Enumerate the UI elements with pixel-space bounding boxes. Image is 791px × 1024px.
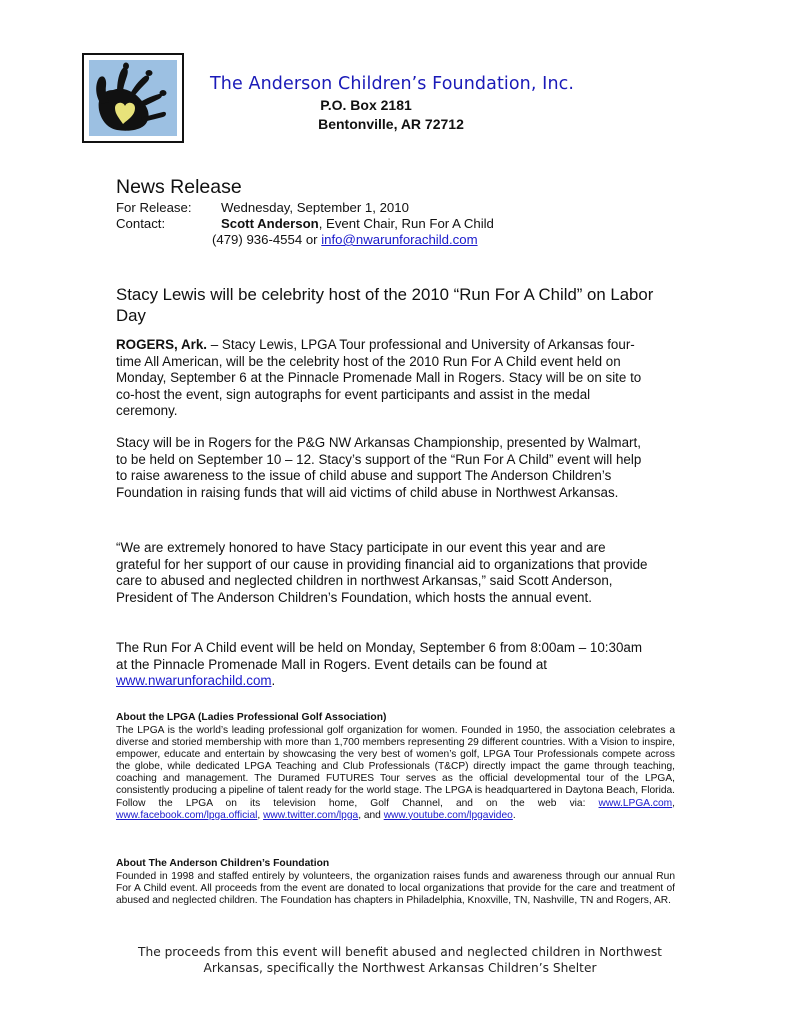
separator: , <box>672 797 675 809</box>
lpga-youtube-link[interactable]: www.youtube.com/lpgavideo <box>383 809 513 821</box>
footer-line-2: Arkansas, specifically the Northwest Arkansas Children’s Shelter <box>203 961 597 975</box>
handprint-heart-logo-icon <box>89 60 177 136</box>
paragraph-event-details <box>116 640 651 690</box>
contact-email-link[interactable]: info@nwarunforachild.com <box>321 232 478 247</box>
separator: , and <box>358 809 384 821</box>
contact-phone: (479) 936-4554 or <box>212 232 322 247</box>
paragraph-championship: Stacy will be in Rogers for the P&G NW Arkansas Championship, presented by Walmart, to be held on September 10 – 12. Stacy’s support of the “Run For A Child” event will help to raise awareness to the issue of child abuse and support The Anderson Children’s Foundation in raising funds that will aid victims of child abuse in Northwest Arkansas. <box>116 435 642 500</box>
about-foundation-heading: About The Anderson Children’s Foundation <box>116 858 330 869</box>
news-release-title: News Release <box>116 176 242 198</box>
for-release-label: For Release: <box>116 200 192 215</box>
event-details-end: . <box>271 673 276 689</box>
organization-name: The Anderson Children’s Foundation, Inc. <box>210 74 575 94</box>
period: . <box>512 809 516 821</box>
address-po-box: P.O. Box 2181 <box>320 97 412 113</box>
contact-name: Scott Anderson <box>221 216 319 231</box>
lpga-twitter-link[interactable]: www.twitter.com/lpga <box>263 809 359 821</box>
contact-role: , Event Chair, Run For A Child <box>318 216 494 231</box>
contact-line <box>116 216 494 231</box>
headline: Stacy Lewis will be celebrity host of the 2010 “Run For A Child” on Labor Day <box>116 285 654 325</box>
dateline: ROGERS, Ark. <box>116 337 208 352</box>
about-lpga-body: The LPGA is the world’s leading professional golf organization for women. Founded in 1950, the association celebrates a diverse and storied membership with more than 1,700 members representing 29 different countries. With a Vision to inspire, empower, educate and entertain by showcasing the very best of women’s golf, LPGA Tour Professionals compete across the globe, while dedicated LPGA Teaching and Club Professionals (T&CP) directly impact the game through teaching, coaching and management. The Duramed FUTURES Tour serves as the official developmental tour of the LPGA, consistently producing a pipeline of talent ready for the world stage. The LPGA is headquartered in Daytona Beach, Florida. Follow the LPGA on its television home, Golf Channel, and on the web via: <box>116 725 675 809</box>
foundation-logo <box>82 53 184 143</box>
paragraph-quote: “We are extremely honored to have Stacy participate in our event this year and are grateful for her support of our cause in providing financial aid to organizations that provide care to abused and neglected children in northwest Arkansas,” said Scott Anderson, President of The Anderson Children’s Foundation, which hosts the annual event. <box>116 540 648 605</box>
lpga-facebook-link[interactable]: www.facebook.com/lpga.official <box>116 809 258 821</box>
paragraph-intro <box>116 337 651 420</box>
about-lpga-text <box>116 725 675 822</box>
lpga-website-link[interactable]: www.LPGA.com <box>598 797 673 809</box>
separator: , <box>257 809 264 821</box>
event-website-link[interactable]: www.nwarunforachild.com <box>116 673 272 689</box>
contact-label: Contact: <box>116 216 166 231</box>
about-foundation-text: Founded in 1998 and staffed entirely by volunteers, the organization raises funds and awareness through our annual Run For A Child event. All proceeds from the event are donated to local organizations that provide for the care and treatment of abused and neglected children. The Foundation has chapters in Philadelphia, Knoxville, TN, Nashville, TN and Rogers, AR. <box>116 871 675 907</box>
contact-details <box>212 232 478 247</box>
paragraph-intro-text: – Stacy Lewis, LPGA Tour professional and University of Arkansas four-time All American, will be the celebrity host of the 2010 Run For A Child event held on Monday, September 6 at the Pinnacle Promenade Mall in Rogers. Stacy will be on site to co-host the event, sign autographs for event participants and assist in the medal ceremony. <box>116 337 642 419</box>
footer-note <box>110 944 690 976</box>
event-details-text: The Run For A Child event will be held on Monday, September 6 from 8:00am – 10:30am at the Pinnacle Promenade Mall in Rogers. Event details can be found at <box>116 640 642 672</box>
for-release-date: Wednesday, September 1, 2010 <box>221 200 409 215</box>
about-lpga-heading: About the LPGA (Ladies Professional Golf Association) <box>116 712 387 723</box>
for-release-line <box>116 200 409 215</box>
footer-line-1: The proceeds from this event will benefit abused and neglected children in Northwest <box>138 945 662 959</box>
address-city: Bentonville, AR 72712 <box>318 116 464 132</box>
